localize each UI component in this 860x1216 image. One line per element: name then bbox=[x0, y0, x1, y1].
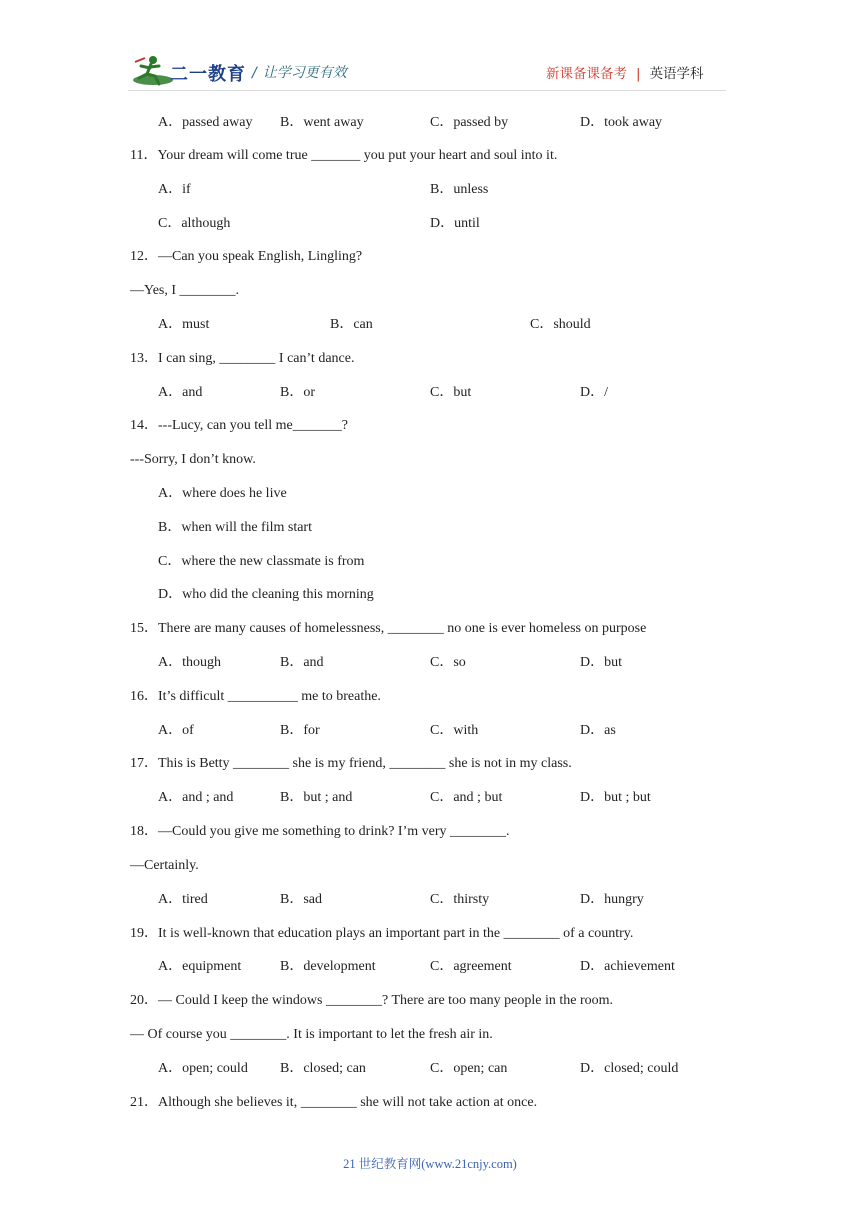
option: C．but bbox=[430, 385, 472, 400]
question-stem: 17．This is Betty ________ she is my friend, ________ she is not in my class. bbox=[130, 756, 572, 771]
option: D．but bbox=[580, 655, 622, 670]
option: A．and ; and bbox=[158, 790, 234, 805]
option: D．until bbox=[430, 216, 480, 231]
option: B．or bbox=[280, 385, 315, 400]
option: B．and bbox=[280, 655, 324, 670]
question-stem: 11．Your dream will come true _______ you put your heart and soul into it. bbox=[130, 148, 558, 163]
header-divider bbox=[128, 90, 726, 91]
slogan bbox=[252, 62, 347, 82]
option: B．but ; and bbox=[280, 790, 353, 805]
option: B．for bbox=[280, 723, 320, 738]
question-stem: 20．— Could I keep the windows ________? There are too many people in the room. bbox=[130, 993, 614, 1008]
option: D．took away bbox=[580, 115, 663, 130]
option: A．open; could bbox=[158, 1061, 248, 1076]
question-stem: 12．—Can you speak English, Lingling? bbox=[130, 249, 363, 264]
slogan-text: 让学习更有效 bbox=[262, 65, 347, 81]
option: A．must bbox=[158, 317, 210, 332]
option: B．unless bbox=[430, 182, 489, 197]
option: D．/ bbox=[580, 385, 608, 400]
option: A．passed away bbox=[158, 115, 253, 130]
slogan-slash: / bbox=[252, 65, 257, 81]
option: A．of bbox=[158, 723, 194, 738]
page-header bbox=[0, 0, 860, 100]
header-separator: | bbox=[636, 66, 641, 82]
option: C．so bbox=[430, 655, 466, 670]
page-footer: 21 世纪教育网(www.21cnjy.com) bbox=[343, 1157, 517, 1171]
subject-label: 英语学科 bbox=[649, 66, 704, 82]
option: B．when will the film start bbox=[158, 520, 312, 535]
question-stem: 21．Although she believes it, ________ she will not take action at once. bbox=[130, 1095, 538, 1110]
option: B．closed; can bbox=[280, 1061, 366, 1076]
dialog-line: —Certainly. bbox=[130, 858, 199, 873]
question-stem: 13．I can sing, ________ I can’t dance. bbox=[130, 351, 355, 366]
option: D．closed; could bbox=[580, 1061, 679, 1076]
option: D．achievement bbox=[580, 959, 675, 974]
option: D．who did the cleaning this morning bbox=[158, 587, 374, 602]
option: D．as bbox=[580, 723, 616, 738]
option: C．where the new classmate is from bbox=[158, 554, 365, 569]
question-stem: 16．It’s difficult __________ me to breathe. bbox=[130, 689, 381, 704]
option: C．should bbox=[530, 317, 591, 332]
option: C．and ; but bbox=[430, 790, 503, 805]
option: A．where does he live bbox=[158, 486, 287, 501]
option: C．thirsty bbox=[430, 892, 490, 907]
header-right bbox=[546, 62, 704, 82]
option: A．if bbox=[158, 182, 191, 197]
option: C．with bbox=[430, 723, 479, 738]
option: C．open; can bbox=[430, 1061, 508, 1076]
question-stem: 19．It is well-known that education plays an important part in the ________ of a country. bbox=[130, 926, 634, 941]
option: B．can bbox=[330, 317, 373, 332]
dialog-line: ---Sorry, I don’t know. bbox=[130, 452, 256, 467]
question-stem: 14．---Lucy, can you tell me_______? bbox=[130, 418, 348, 433]
option: C．agreement bbox=[430, 959, 512, 974]
option: B．went away bbox=[280, 115, 364, 130]
option: C．passed by bbox=[430, 115, 509, 130]
option: C．although bbox=[158, 216, 231, 231]
logo-text: 二一教育 bbox=[170, 64, 246, 85]
exam-tag: 新课备课备考 bbox=[546, 66, 627, 82]
option: A．and bbox=[158, 385, 203, 400]
option: B．development bbox=[280, 959, 376, 974]
option: A．though bbox=[158, 655, 221, 670]
dialog-line: —Yes, I ________. bbox=[130, 283, 240, 298]
option: D．hungry bbox=[580, 892, 644, 907]
option: A．equipment bbox=[158, 959, 242, 974]
question-stem: 15．There are many causes of homelessness, ________ no one is ever homeless on purpose bbox=[130, 621, 647, 636]
option: D．but ; but bbox=[580, 790, 651, 805]
question-stem: 18．—Could you give me something to drink? I’m very ________. bbox=[130, 824, 510, 839]
option: A．tired bbox=[158, 892, 208, 907]
dialog-line: — Of course you ________. It is important to let the fresh air in. bbox=[130, 1027, 493, 1042]
option: B．sad bbox=[280, 892, 322, 907]
